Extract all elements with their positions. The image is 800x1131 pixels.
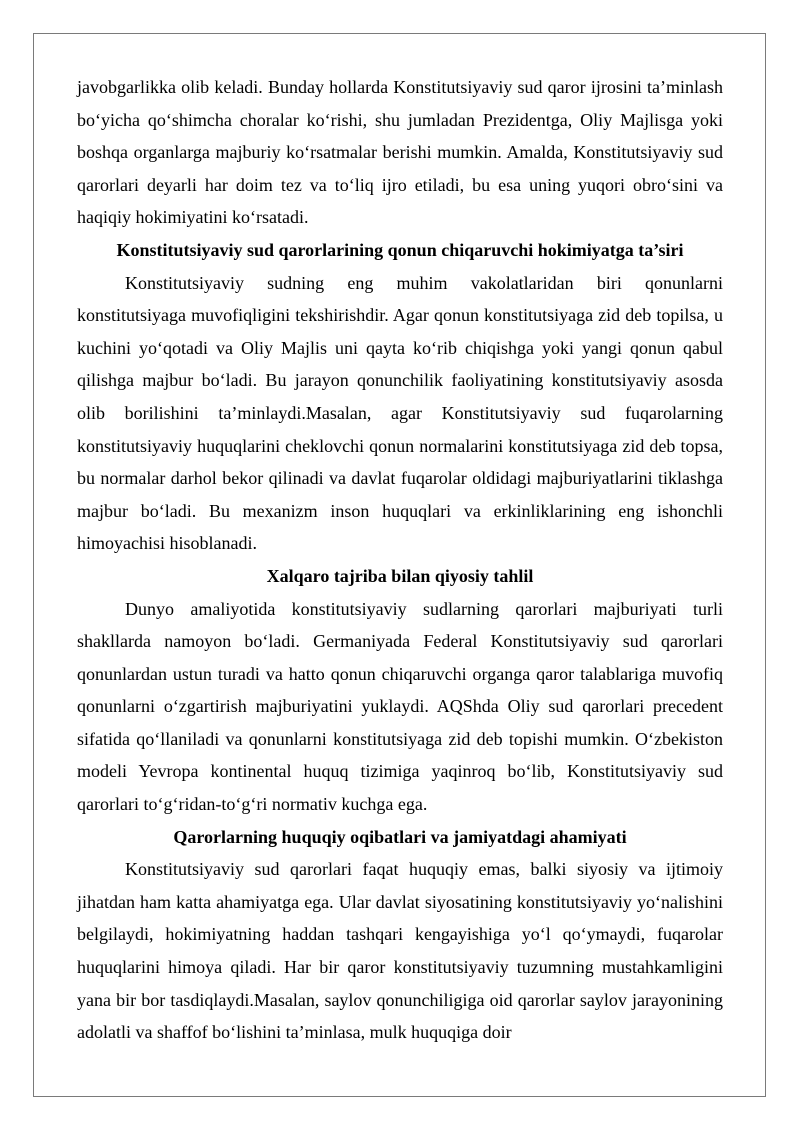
paragraph-comparative-analysis: Dunyo amaliyotida konstitutsiyaviy sudlarning qarorlari majburiyati turli shakllarda namoyon bo‘ladi. Germaniyada Federal Konstitutsiyaviy sud qarorlari qonunlardan ustun turadi va hatto qonun chiqaruvchi organga qaror talablariga muvofiq qonunlarni o‘zgartirish majburiyatini yuklaydi. AQShda Oliy sud qarorlari precedent sifatida qo‘llaniladi va qonunlarni konstitutsiyaga zid deb topishi mumkin. O‘zbekiston modeli Yevropa kontinental huquq tizimiga yaqinroq bo‘lib, Konstitutsiyaviy sud qarorlari to‘g‘ridan-to‘g‘ri normativ kuchga ega. [77,598,723,815]
section-heading-legal-consequences: Qarorlarning huquqiy oqibatlari va jamiyatdagi ahamiyati [173,826,627,847]
section-heading-legislative-impact: Konstitutsiyaviy sud qarorlarining qonun chiqaruvchi hokimiyatga ta’siri [116,239,684,260]
section-heading-comparative-analysis: Xalqaro tajriba bilan qiyosiy tahlil [266,565,534,586]
paragraph-legal-consequences: Konstitutsiyaviy sud qarorlari faqat huquqiy emas, balki siyosiy va ijtimoiy jihatdan ham katta ahamiyatga ega. Ular davlat siyosatining konstitutsiyaviy yo‘nalishini belgilaydi, hokimiyatning haddan tashqari kengayishiga yo‘l qo‘ymaydi, fuqarolar huquqlarini himoya qiladi. Har bir qaror konstitutsiyaviy tuzumning mustahkamligini yana bir bor tasdiqlaydi.Masalan, saylov qonunchiligiga oid qarorlar saylov jarayonining adolatli va shaffof bo‘lishini ta’minlasa, mulk huquqiga doir [77,859,723,1043]
paragraph-legislative-impact: Konstitutsiyaviy sudning eng muhim vakolatlaridan biri qonunlarni konstitutsiyaga muvofiqligini tekshirishdir. Agar qonun konstitutsiyaga zid deb topilsa, u kuchini yo‘qotadi va Oliy Majlis uni qayta ko‘rib chiqishga yoki yangi qonun qabul qilishga majbur bo‘ladi. Bu jarayon qonunchilik faoliyatining konstitutsiyaviy asosda olib borilishini ta’minlaydi.Masalan, agar Konstitutsiyaviy sud fuqarolarning konstitutsiyaviy huquqlarini cheklovchi qonun normalarini konstitutsiyaga zid deb topsa, bu normalar darhol bekor qilinadi va davlat fuqarolar oldidagi majburiyatlarini tiklashga majbur bo‘ladi. Bu mexanizm inson huquqlari va erkinliklarining eng ishonchli himoyachisi hisoblanadi. [77,272,723,554]
paragraph-continuation: javobgarlikka olib keladi. Bunday hollarda Konstitutsiyaviy sud qaror ijrosini ta’minlash bo‘yicha qo‘shimcha choralar ko‘rishi, shu jumladan Prezidentga, Oliy Majlisga yoki boshqa organlarga majburiy ko‘rsatmalar berishi mumkin. Amalda, Konstitutsiyaviy sud qarorlari deyarli har doim tez va to‘liq ijro etiladi, bu esa uning yuqori obro‘sini va haqiqiy hokimiyatini ko‘rsatadi. [77,77,723,228]
document-body [77,71,723,1049]
